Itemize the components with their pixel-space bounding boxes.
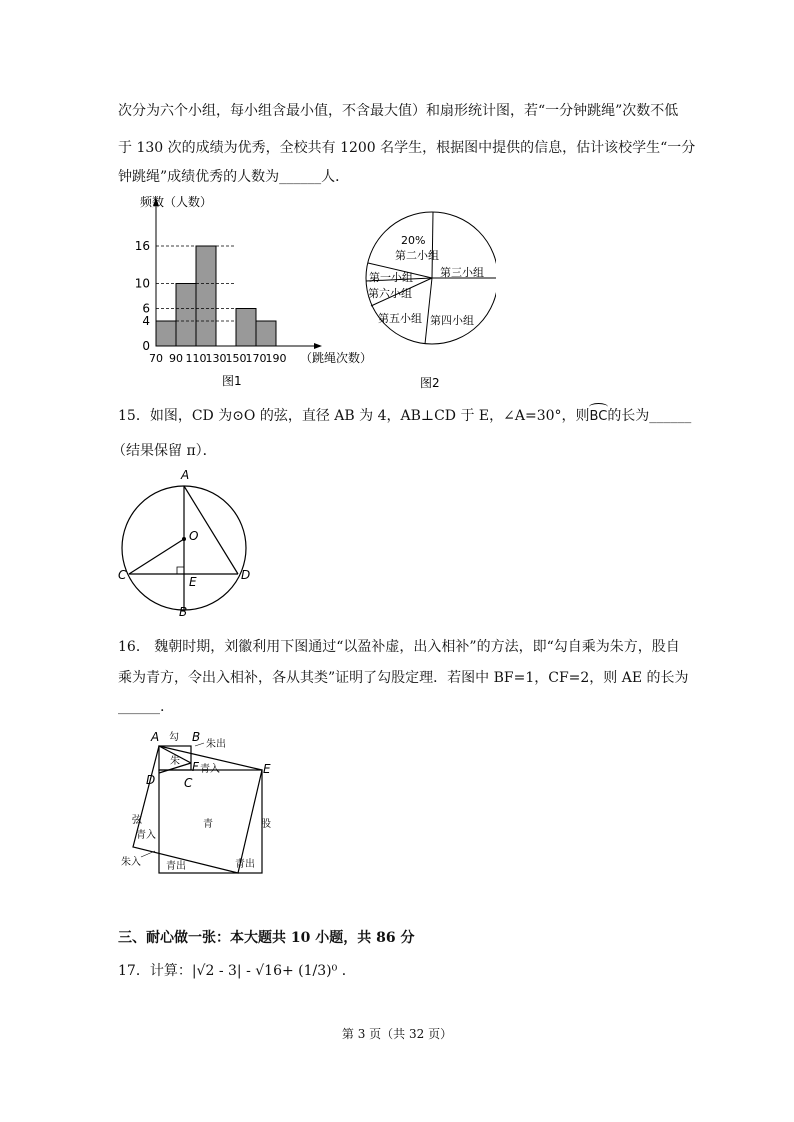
pie-label: 第五小组 — [378, 312, 422, 325]
q16-line-1: 16． 魏朝时期，刘徽利用下图通过“以盈补虚，出入相补”的方法，即“勾自乘为朱方，股自 — [118, 639, 680, 655]
q14-line-2: 于 130 次的成绩为优秀，全校共有 1200 名学生，根据图中提供的信息，估计该校学生“一分 — [118, 140, 696, 156]
q15-arc-label: BC — [589, 409, 608, 424]
y-tick-label: 4 — [142, 314, 150, 328]
histogram-bar — [176, 284, 196, 347]
x-axis-label: （跳绳次数） — [300, 351, 373, 365]
histogram-bar — [236, 309, 256, 347]
label-f: F — [192, 760, 199, 774]
label-qing-ru-top: 青入 — [200, 764, 220, 775]
label-zhu-ru: 朱入 — [121, 857, 141, 868]
label-zhu: 朱 — [170, 756, 180, 767]
q14-line-3: 钟跳绳”成绩优秀的人数为______人． — [118, 169, 350, 185]
pointer-line — [141, 851, 155, 857]
x-tick-label: 150 — [225, 352, 247, 365]
label-gu: 股 — [261, 819, 271, 830]
section-3-title: 三、耐心做一张：本大题共 10 小题，共 86 分 — [118, 930, 415, 946]
q17-expression: |√2 - 3| - √16+ (1/3)⁰ ． — [191, 963, 356, 979]
q15-arc-symbol — [589, 403, 609, 411]
label-gou: 勾 — [169, 732, 179, 743]
x-tick-label: 110 — [185, 352, 207, 365]
pie-divider — [432, 212, 433, 278]
y-tick-label: 6 — [142, 301, 150, 316]
q15-line-2: （结果保留 π）． — [112, 443, 217, 459]
pie-annotation: 20% — [401, 234, 426, 247]
pie-label: 第一小组 — [369, 271, 413, 284]
pie-label: 第三小组 — [440, 266, 484, 279]
segment-oc — [129, 539, 184, 574]
label-qing-ru-left: 青入 — [136, 830, 156, 841]
label-qing-chu-right: 青出 — [235, 859, 255, 870]
label-xian: 弦 — [132, 815, 142, 826]
q15-text: 15．如图，CD 为⊙O 的弦，直径 AB 为 4，AB⊥CD 于 E，∠A=30°，则 — [118, 408, 590, 424]
label-c: C — [184, 776, 193, 790]
pie-label: 第二小组 — [395, 249, 439, 262]
q17-line — [118, 960, 356, 980]
q15-arc — [590, 406, 608, 424]
label-a: A — [181, 468, 190, 482]
q15-tail: 的长为______ — [607, 408, 692, 424]
page-footer: 第 3 页（共 32 页） — [341, 1027, 453, 1041]
hist-caption: 图1 — [222, 374, 242, 388]
circle-figure — [112, 466, 262, 618]
q16-line-3: ______. — [118, 699, 165, 715]
label-d: D — [241, 568, 251, 582]
x-tick-label: 190 — [265, 352, 287, 365]
x-axis-arrow — [314, 343, 322, 349]
q14-line-1: 次分为六个小组，每小组含最小值，不含最大值）和扇形统计图，若“一分钟跳绳”次数不低 — [118, 103, 679, 119]
x-tick-label: 90 — [169, 352, 183, 365]
histogram-figure — [118, 192, 373, 392]
histogram-bar — [196, 246, 216, 346]
label-d: D — [146, 773, 156, 787]
label-zhu-chu: 朱出 — [206, 739, 226, 750]
y-tick-label: 10 — [134, 276, 150, 291]
x-tick-label: 170 — [245, 352, 267, 365]
center-point — [182, 537, 186, 541]
right-angle-mark — [177, 567, 184, 574]
label-qing: 青 — [203, 819, 213, 830]
label-b: B — [192, 730, 201, 744]
label-qing-chu-bottom: 青出 — [166, 861, 186, 872]
y-tick-label: 16 — [134, 239, 150, 253]
hist-ylabel: 频数（人数） — [140, 195, 213, 209]
label-c: C — [118, 568, 127, 582]
y-tick-label: 0 — [142, 339, 150, 353]
q15-line-1 — [118, 405, 691, 425]
label-e: E — [263, 762, 271, 776]
label-b: B — [179, 605, 188, 618]
x-tick-label: 70 — [149, 352, 163, 365]
pie-label: 第四小组 — [430, 314, 474, 327]
label-o: O — [189, 529, 199, 543]
x-tick-label: 130 — [205, 352, 227, 365]
q16-line-2: 乘为青方，令出入相补，各从其类”证明了勾股定理．若图中 BF=1，CF=2，则 AE 的长为 — [118, 670, 689, 686]
histogram-bar — [256, 321, 276, 346]
label-a: A — [151, 730, 160, 744]
pie-figure — [356, 196, 496, 394]
q17-prefix: 17．计算： — [118, 963, 192, 979]
pie-label: 第六小组 — [368, 287, 412, 300]
pythagoras-figure — [118, 726, 280, 880]
histogram-bar — [156, 321, 176, 346]
pie-divider — [425, 278, 432, 344]
pie-caption: 图2 — [420, 376, 440, 390]
label-e: E — [189, 575, 197, 589]
